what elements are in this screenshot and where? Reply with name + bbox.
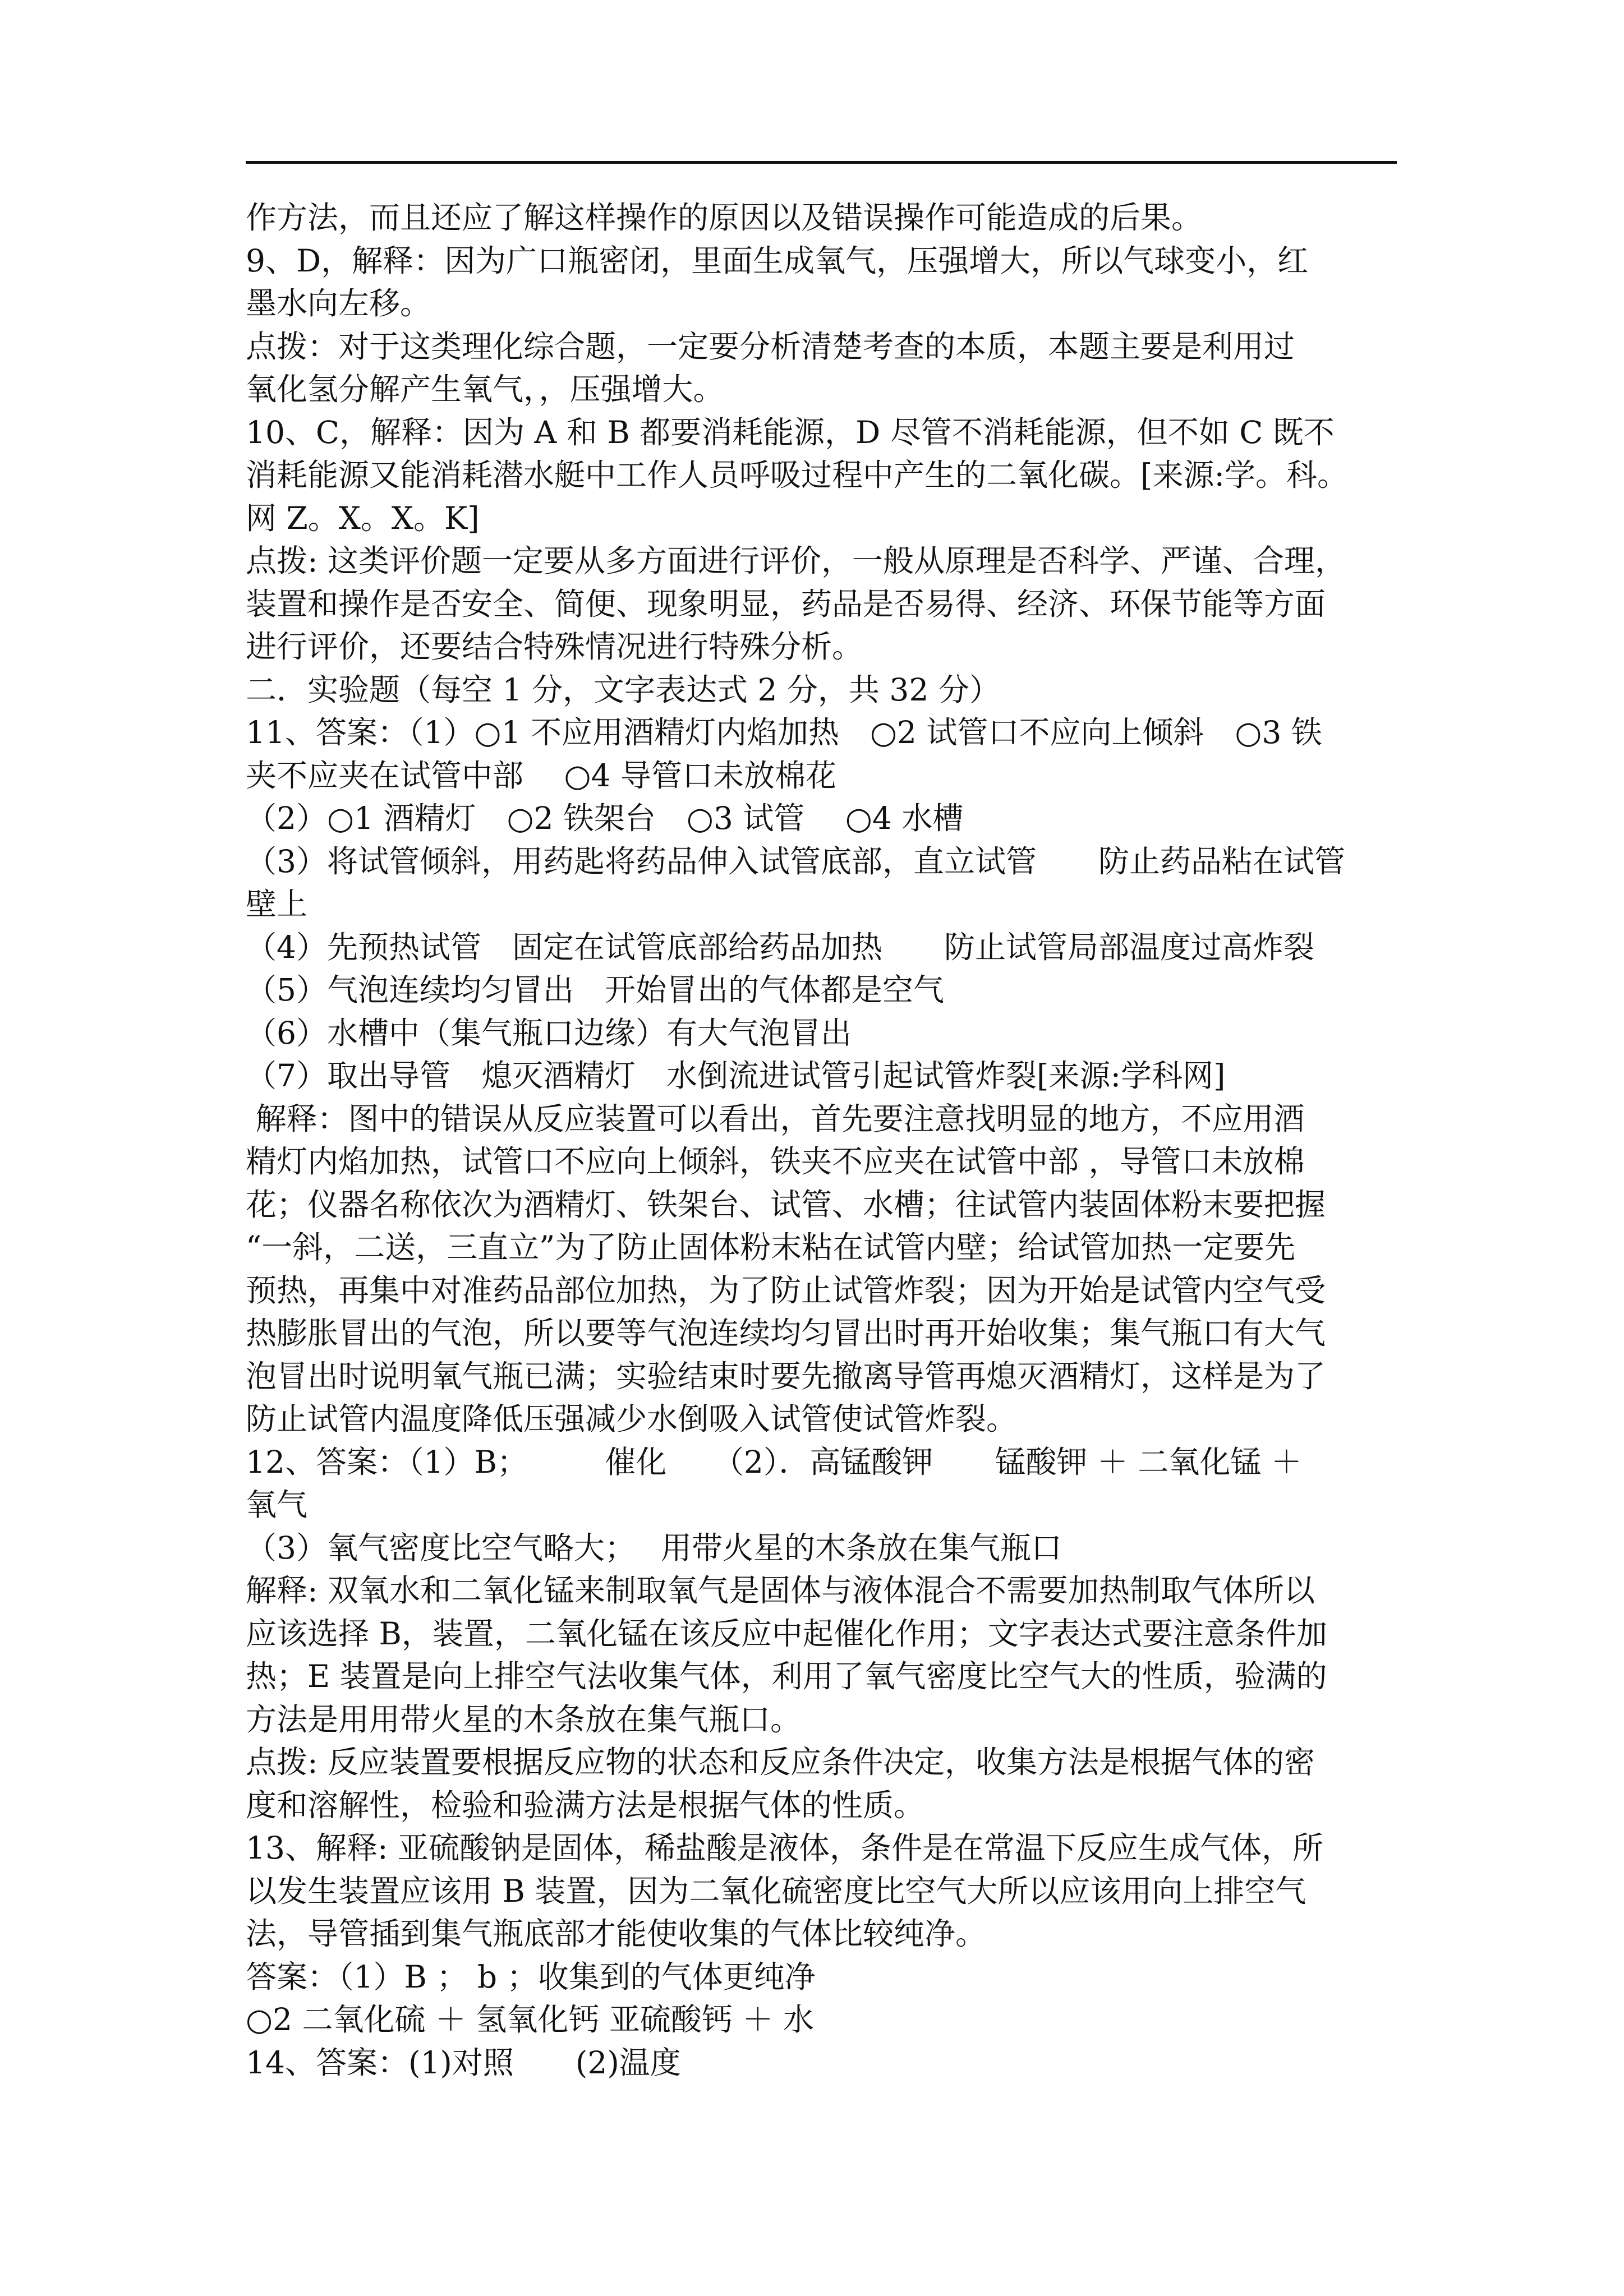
- text-line: 法，导管插到集气瓶底部才能使收集的气体比较纯净。: [246, 1916, 987, 1952]
- text-line: 墨水向左移。: [246, 285, 431, 321]
- text-line: 进行评价，还要结合特殊情况进行特殊分析。: [246, 629, 863, 665]
- text-line: 点拨：对于这类理化综合题，一定要分析清楚考查的本质，本题主要是利用过: [246, 328, 1295, 365]
- text-line: （3）将试管倾斜，用药匙将药品伸入试管底部，直立试管 防止药品粘在试管: [246, 843, 1345, 879]
- text-line: 预热，再集中对准药品部位加热，为了防止试管炸裂；因为开始是试管内空气受: [246, 1272, 1326, 1308]
- text-line: 解释: 双氧水和二氧化锰来制取氧气是固体与液体混合不需要加热制取气体所以: [246, 1573, 1315, 1608]
- text-line: 应该选择 B，装置，二氧化锰在该反应中起催化作用；文字表达式要注意条件加: [246, 1615, 1327, 1652]
- text-line: “一斜，二送，三直立”为了防止固体粉末粘在试管内壁；给试管加热一定要先: [246, 1229, 1296, 1265]
- text-line: ○2 二氧化硫 ＋ 氢氧化钙 亚硫酸钙 ＋ 水: [246, 2002, 814, 2037]
- text-line: 花；仪器名称依次为酒精灯、铁架台、试管、水槽；往试管内装固体粉末要把握: [246, 1186, 1326, 1223]
- text-line: 解释：图中的错误从反应装置可以看出，首先要注意找明显的地方，不应用酒: [246, 1100, 1305, 1137]
- text-line: 泡冒出时说明氧气瓶已满；实验结束时要先撤离导管再熄灭酒精灯，这样是为了: [246, 1358, 1326, 1394]
- text-line: 热；E 装置是向上排空气法收集气体，利用了氧气密度比空气大的性质，验满的: [246, 1658, 1327, 1694]
- text-line: 氧气: [246, 1487, 308, 1523]
- document-body: [246, 196, 1413, 2084]
- text-line: （6）水槽中（集气瓶口边缘）有大气泡冒出: [246, 1015, 852, 1051]
- text-line: 防止试管内温度降低压强减少水倒吸入试管使试管炸裂。: [246, 1401, 1018, 1437]
- text-line: 14、答案：(1)对照 (2)温度: [246, 2044, 681, 2081]
- header-rule: [246, 161, 1397, 164]
- text-line: 度和溶解性，检验和验满方法是根据气体的性质。: [246, 1787, 925, 1823]
- text-line: 消耗能源又能消耗潜水艇中工作人员呼吸过程中产生的二氧化碳。[来源:学。科。: [246, 457, 1348, 493]
- text-line: 氧化氢分解产生氧气，，压强增大。: [246, 371, 724, 407]
- text-line: 10、C，解释：因为 A 和 B 都要消耗能源，D 尽管不消耗能源，但不如 C 既不: [246, 414, 1335, 450]
- text-line: 夹不应夹在试管中部 ○4 导管口未放棉花: [246, 757, 836, 794]
- text-line: 装置和操作是否安全、简便、现象明显，药品是否易得、经济、环保节能等方面: [246, 585, 1326, 622]
- text-line: 壁上: [246, 886, 308, 922]
- text-line: 点拨: 这类评价题一定要从多方面进行评价，一般从原理是否科学、严谨、合理，: [246, 543, 1346, 579]
- text-line: 9、D，解释：因为广口瓶密闭，里面生成氧气，压强增大，所以气球变小，红: [246, 242, 1309, 279]
- text-line: （3）氧气密度比空气略大； 用带火星的木条放在集气瓶口: [246, 1529, 1062, 1566]
- text-line: 方法是用用带火星的木条放在集气瓶口。: [246, 1701, 802, 1737]
- text-line: 以发生装置应该用 B 装置，因为二氧化硫密度比空气大所以应该用向上排空气: [246, 1873, 1306, 1909]
- section-heading: 二．实验题（每空 1 分，文字表达式 2 分，共 32 分）: [246, 671, 1000, 708]
- text-line: （4）先预热试管 固定在试管底部给药品加热 防止试管局部温度过高炸裂: [246, 929, 1314, 965]
- text-line: 11、答案：（1）○1 不应用酒精灯内焰加热 ○2 试管口不应向上倾斜 ○3 铁: [246, 714, 1322, 750]
- text-line: 答案：（1）B ； b ；收集到的气体更纯净: [246, 1958, 816, 1995]
- text-line: 12、答案：（1）B； 催化 （2）．高锰酸钾 锰酸钾 ＋ 二氧化锰 ＋: [246, 1444, 1302, 1480]
- text-line: 作方法，而且还应了解这样操作的原因以及错误操作可能造成的后果。: [246, 200, 1203, 236]
- text-line: （5）气泡连续均匀冒出 开始冒出的气体都是空气: [246, 972, 944, 1008]
- text-line: 热膨胀冒出的气泡，所以要等气泡连续均匀冒出时再开始收集；集气瓶口有大气: [246, 1315, 1326, 1351]
- text-line: 13、解释: 亚硫酸钠是固体，稀盐酸是液体，条件是在常温下反应生成气体，所: [246, 1830, 1324, 1866]
- text-line: （7）取出导管 熄灭酒精灯 水倒流进试管引起试管炸裂[来源:学科网]: [246, 1058, 1226, 1094]
- text-line: （2）○1 酒精灯 ○2 铁架台 ○3 试管 ○4 水槽: [246, 800, 964, 836]
- text-line: 精灯内焰加热，试管口不应向上倾斜，铁夹不应夹在试管中部 ，导管口未放棉: [246, 1144, 1305, 1179]
- text-line: 网 Z。X。X。K]: [246, 500, 480, 536]
- text-line: 点拨: 反应装置要根据反应物的状态和反应条件决定，收集方法是根据气体的密: [246, 1744, 1315, 1780]
